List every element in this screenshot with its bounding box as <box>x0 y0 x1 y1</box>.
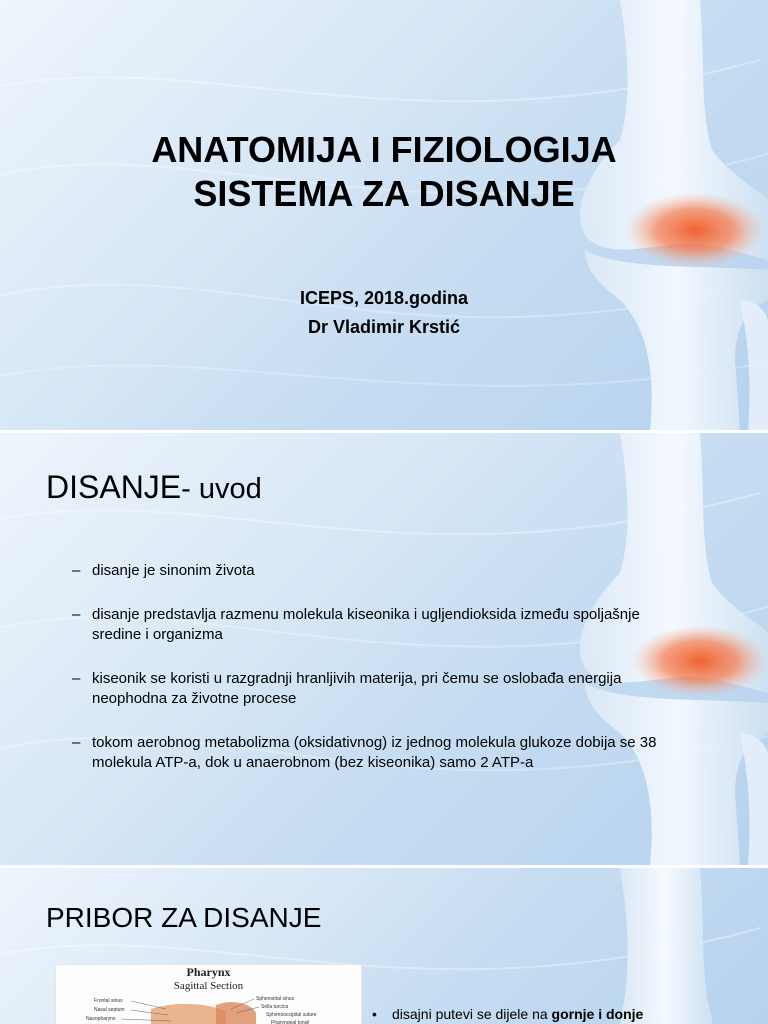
equipment-slide <box>0 868 768 1024</box>
bullet-list <box>72 561 692 797</box>
heading-suffix: - uvod <box>181 473 262 505</box>
diagram-subtitle: Sagittal Section <box>173 980 244 992</box>
diagram-label: Frontal sinus <box>94 998 123 1004</box>
heading-main: DISANJE <box>46 469 182 505</box>
diagram-label: Nasopharynx <box>86 1016 116 1022</box>
title-line-2: SISTEMA ZA DISANJE <box>193 173 575 214</box>
list-item: – disanje predstavlja razmenu molekula kiseonika i ugljendioksida između spoljašnje sredine i organizma <box>72 605 692 645</box>
slide-heading: PRIBOR ZA DISANJE <box>46 902 322 933</box>
presentation-title <box>70 128 698 216</box>
list-item: – kiseonik se koristi u razgradnji hranljivih materija, pri čemu se oslobađa energija neophodna za životne procese <box>72 669 692 709</box>
diagram-label: Sphenooccipital suture <box>266 1012 317 1018</box>
bullet-text: disajni putevi se dijele na <box>392 1006 552 1022</box>
title-line-1: ANATOMIJA I FIZIOLOGIJA <box>151 129 617 170</box>
presentation-subtitle <box>100 284 668 342</box>
subtitle-author: Dr Vladimir Krstić <box>307 317 461 337</box>
pharynx-diagram <box>55 964 362 1024</box>
diagram-label: Sella turcica <box>261 1004 289 1010</box>
diagram-label: Nasal septum <box>94 1007 125 1013</box>
title-slide <box>0 0 768 430</box>
list-item: – tokom aerobnog metabolizma (oksidativnog) iz jednog molekula glukoze dobija se 38 molekula ATP-a, dok u anaerobnom (bez kiseonika) samo 2 ATP-a <box>72 733 692 773</box>
list-item: – disanje je sinonim života <box>72 561 692 581</box>
diagram-title: Pharynx <box>186 965 231 979</box>
bullet-item: • disajni putevi se dijele na gornje i donje <box>372 1006 644 1022</box>
subtitle-year: ICEPS, 2018.godina <box>299 288 469 308</box>
diagram-label: Sphenoidal sinus <box>256 996 295 1002</box>
diagram-label: Pharyngeal tonsil <box>271 1020 310 1024</box>
intro-slide <box>0 433 768 865</box>
anatomy-sketch <box>56 965 361 1024</box>
bullet-bold-text: gornje i donje <box>551 1006 644 1022</box>
slide-heading <box>46 469 262 506</box>
